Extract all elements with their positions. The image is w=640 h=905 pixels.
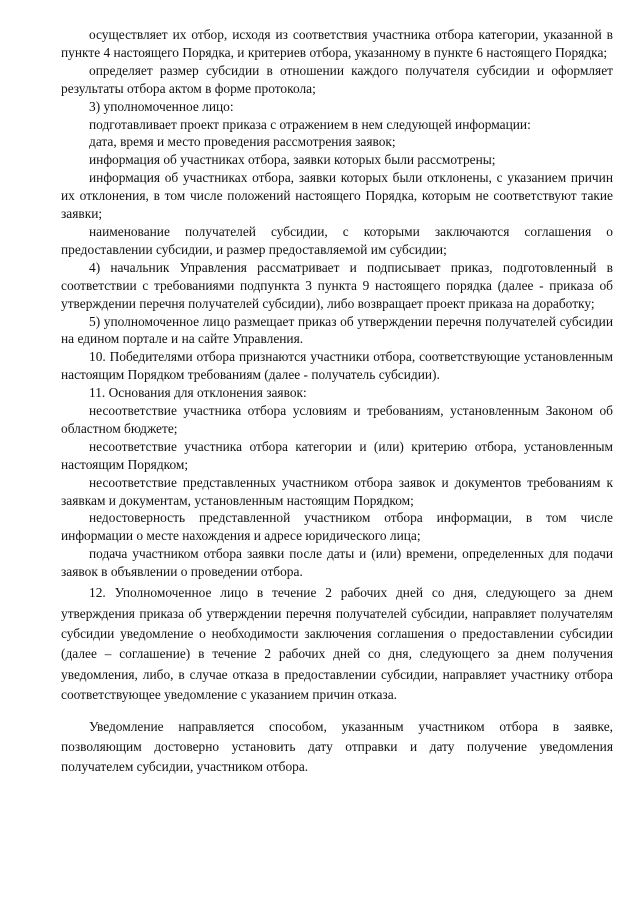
paragraph-rejection-documents: несоответствие представленных участником отбора заявок и документов требованиям к заявкам и документам, установленным настоящим Порядком;	[61, 474, 613, 508]
paragraph-order-publication: 5) уполномоченное лицо размещает приказ об утверждении перечня получателей субсидии на едином портале и на сайте Управления.	[61, 313, 613, 347]
paragraph-rejection-late-submission: подача участником отбора заявки после даты и (или) времени, определенных для подачи заявок в объявлении о проведении отбора.	[61, 546, 613, 580]
paragraph-reviewed-applicants: информация об участниках отбора, заявки которых были рассмотрены;	[89, 152, 496, 168]
paragraph-rejection-unreliable-info: недостоверность представленной участником отбора информации, в том числе информации о месте нахождения и адресе юридического лица;	[61, 510, 613, 544]
paragraph-prepares-order: подготавливает проект приказа с отражением в нем следующей информации:	[89, 116, 531, 132]
paragraph-date-time-place: дата, время и место проведения рассмотрения заявок;	[89, 134, 396, 150]
paragraph-item-11-heading: 11. Основания для отклонения заявок:	[89, 385, 307, 401]
paragraph-rejected-applicants: информация об участниках отбора, заявки которых были отклонены, с указанием причин их отклонения, в том числе положений настоящего Порядка, которым не соответствуют такие заявки;	[61, 170, 613, 222]
paragraph-subsidy-amount: определяет размер субсидии в отношении каждого получателя субсидии и оформляет результаты отбора актом в форме протокола;	[61, 62, 613, 96]
paragraph-rejection-category: несоответствие участника отбора категории и (или) критерию отбора, установленным настоящим Порядком;	[61, 438, 613, 472]
paragraph-recipients-list: наименование получателей субсидии, с которыми заключаются соглашения о предоставлении субсидии, и размер предоставляемой им субсидии;	[61, 223, 613, 257]
paragraph-rejection-conditions: несоответствие участника отбора условиям и требованиям, установленным Законом об областном бюджете;	[61, 403, 613, 436]
paragraph-notification-method: Уведомление направляется способом, указанным участником отбора в заявке, позволяющим достоверно установить дату отправки и дату получение уведомления получателем субсидии, участником отбора.	[61, 718, 613, 775]
paragraph-item-12-notification: 12. Уполномоченное лицо в течение 2 рабочих дней со дня, следующего за днем утверждения приказа об утверждении перечня получателей субсидии, направляет получателям субсидии уведомление о необходимости заключения соглашения о предоставлении субсидии (далее – соглашение) в течение 2 рабочих дней со дня, следующего за днем получения уведомления, либо, в случае отказа в предоставлении субсидии, направляет участнику отбора соответствующее уведомление с указанием причин отказа.	[61, 585, 613, 703]
paragraph-head-signs-order: 4) начальник Управления рассматривает и подписывает приказ, подготовленный в соответствии с требованиями подпункта 3 пункта 9 настоящего порядка (далее - приказа об утверждении перечня получателей субсидии), либо возвращает проект приказа на доработку;	[61, 259, 613, 311]
paragraph-authorized-person: 3) уполномоченное лицо:	[89, 98, 234, 114]
paragraph-item-10-winners: 10. Победителями отбора признаются участники отбора, соответствующие установленным настоящим Порядком требованиям (далее - получатель субсидии).	[61, 349, 613, 383]
document-page	[61, 26, 613, 778]
paragraph-selection-criteria: осуществляет их отбор, исходя из соответствия участника отбора категории, указанной в пункте 4 настоящего Порядка, и критериев отбора, указанному в пункте 6 настоящего Порядка;	[61, 27, 613, 60]
